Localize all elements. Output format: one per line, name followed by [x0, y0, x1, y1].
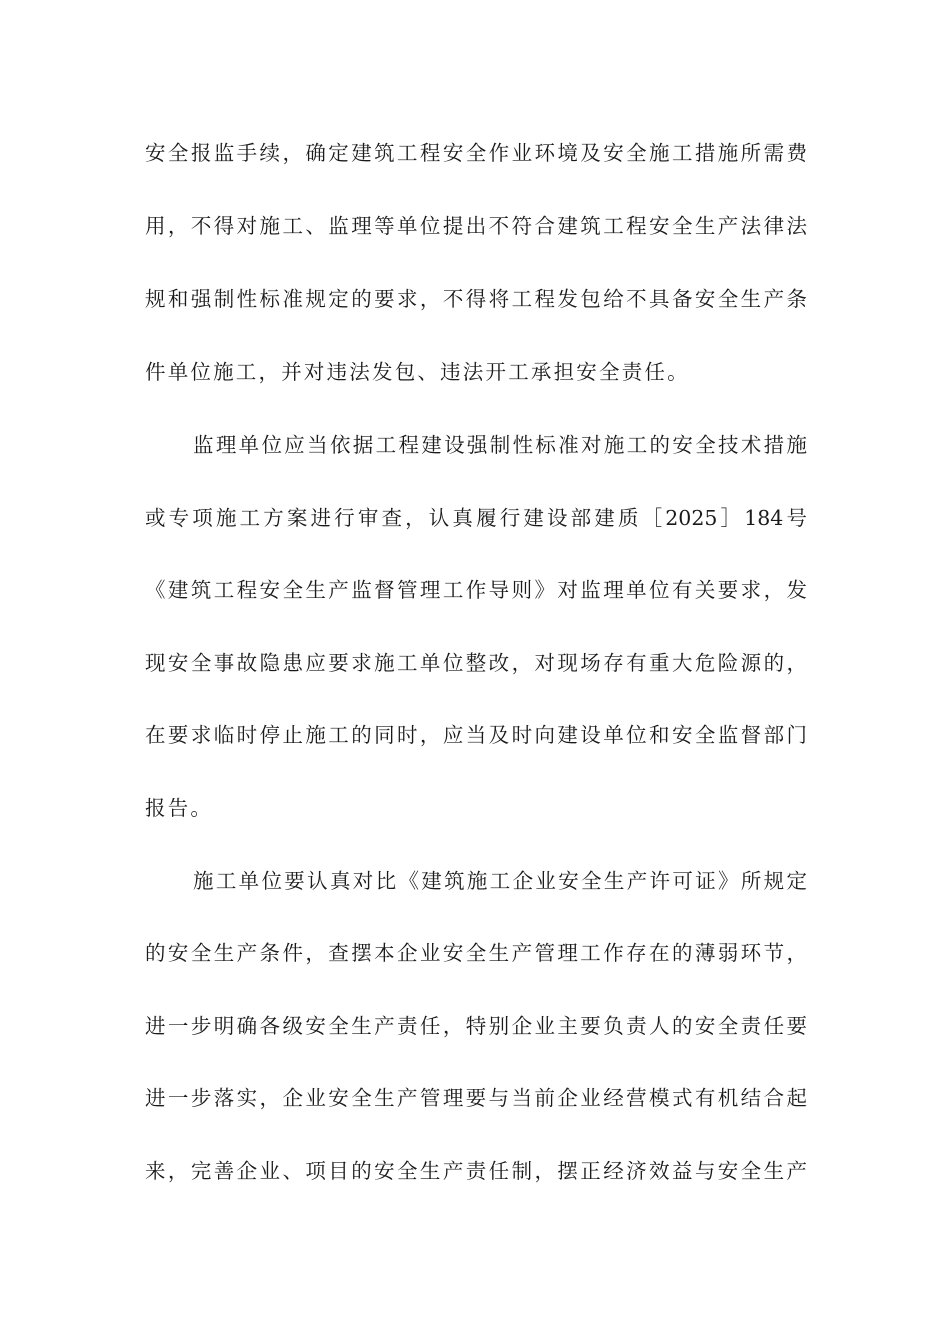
body-text-line: 件单位施工，并对违法发包、违法开工承担安全责任。 [145, 360, 690, 384]
body-text-line: 的安全生产条件，查摆本企业安全生产管理工作存在的薄弱环节， [145, 941, 807, 965]
body-text-line: 规和强制性标准规定的要求，不得将工程发包给不具备安全生产条 [145, 287, 807, 311]
body-text-line: 进一步明确各级安全生产责任，特别企业主要负责人的安全责任要 [145, 1014, 807, 1038]
paragraph-first-line: 施工单位要认真对比《建筑施工企业安全生产许可证》所规定 [193, 869, 807, 893]
body-text-line: 安全报监手续，确定建筑工程安全作业环境及安全施工措施所需费 [145, 141, 807, 165]
body-text-line: 在要求临时停止施工的同时，应当及时向建设单位和安全监督部门 [145, 723, 807, 747]
body-text-line: 报告。 [145, 796, 214, 820]
body-text-line: 或专项施工方案进行审查，认真履行建设部建质［2025］184号 [145, 506, 807, 530]
body-text-line: 用，不得对施工、监理等单位提出不符合建筑工程安全生产法律法 [145, 214, 807, 238]
paragraph-first-line: 监理单位应当依据工程建设强制性标准对施工的安全技术措施 [193, 433, 807, 457]
body-text-line: 现安全事故隐患应要求施工单位整改，对现场存有重大危险源的， [145, 651, 807, 675]
body-text-line: 进一步落实，企业安全生产管理要与当前企业经营模式有机结合起 [145, 1086, 807, 1110]
body-text-line: 《建筑工程安全生产监督管理工作导则》对监理单位有关要求，发 [145, 578, 807, 602]
body-text-line: 来，完善企业、项目的安全生产责任制，摆正经济效益与安全生产 [145, 1159, 807, 1183]
